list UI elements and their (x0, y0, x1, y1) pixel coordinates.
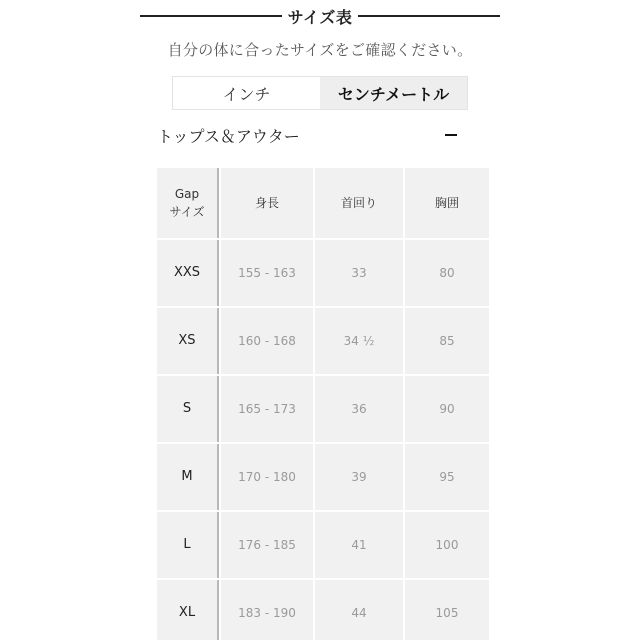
size-table (157, 168, 483, 640)
header-gap-size (157, 168, 219, 238)
heading-divider-right (358, 15, 500, 17)
table-cell-chest: 95 (405, 444, 489, 510)
table-cell-size: XS (157, 308, 219, 374)
table-cell-neck: 39 (315, 444, 403, 510)
header-neck: 首回り (315, 168, 403, 238)
table-cell-height: 155 - 163 (221, 240, 313, 306)
size-chart-heading (140, 4, 500, 28)
header-chest: 胸囲 (405, 168, 489, 238)
table-cell-height: 160 - 168 (221, 308, 313, 374)
page-subtitle: 自分の体に合ったサイズをご確認ください。 (167, 41, 473, 59)
table-cell-size: S (157, 376, 219, 442)
table-cell-chest: 80 (405, 240, 489, 306)
table-cell-height: 170 - 180 (221, 444, 313, 510)
table-cell-height: 183 - 190 (221, 580, 313, 640)
table-cell-size: XXS (157, 240, 219, 306)
table-cell-chest: 105 (405, 580, 489, 640)
table-cell-height: 176 - 185 (221, 512, 313, 578)
unit-cm-button[interactable]: センチメートル (320, 77, 467, 109)
table-cell-chest: 90 (405, 376, 489, 442)
header-gap-size-line1: Gap (174, 187, 200, 201)
table-cell-size: L (157, 512, 219, 578)
table-cell-chest: 100 (405, 512, 489, 578)
heading-divider-left (140, 15, 282, 17)
collapse-minus-icon[interactable] (445, 128, 457, 142)
table-cell-neck: 33 (315, 240, 403, 306)
section-title: トップス＆アウター (157, 126, 300, 146)
table-cell-neck: 44 (315, 580, 403, 640)
header-height: 身長 (221, 168, 313, 238)
page-title: サイズ表 (287, 7, 353, 27)
table-cell-size: M (157, 444, 219, 510)
table-cell-neck: 34 ½ (315, 308, 403, 374)
header-gap-size-line2: サイズ (169, 205, 205, 219)
table-cell-height: 165 - 173 (221, 376, 313, 442)
table-cell-size: XL (157, 580, 219, 640)
table-cell-neck: 36 (315, 376, 403, 442)
unit-toggle (172, 76, 468, 110)
unit-inch-button[interactable]: インチ (173, 77, 320, 109)
table-cell-neck: 41 (315, 512, 403, 578)
section-tops-outer-header[interactable] (157, 121, 457, 149)
table-cell-chest: 85 (405, 308, 489, 374)
